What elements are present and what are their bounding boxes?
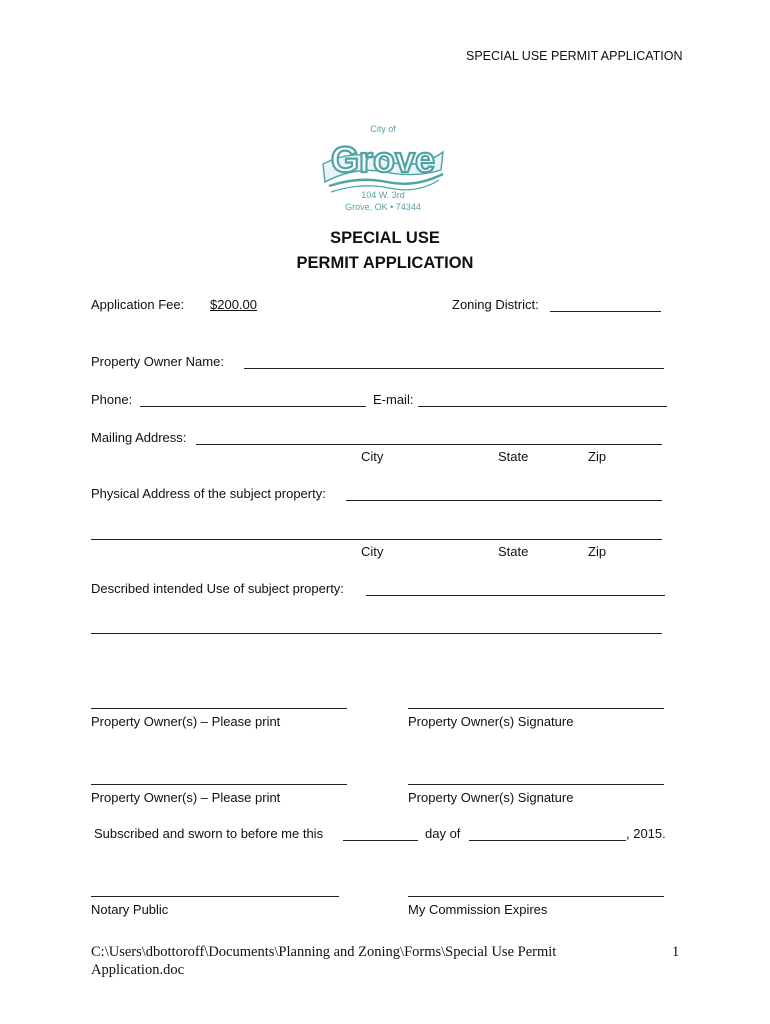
notary-label: Notary Public	[91, 902, 169, 917]
footer-file-path-2: Application.doc	[91, 962, 185, 978]
commission-expires-field[interactable]	[408, 896, 664, 897]
zoning-district-label: Zoning District:	[452, 297, 539, 312]
mailing-zip-label: Zip	[588, 449, 607, 464]
application-fee-value: $200.00	[210, 297, 257, 312]
property-owner-name-label: Property Owner Name:	[91, 354, 224, 369]
owner-signature-field-1[interactable]	[408, 708, 664, 709]
mailing-state-label: State	[498, 449, 529, 464]
logo-city-of: City of	[370, 124, 396, 134]
application-fee-label: Application Fee:	[91, 297, 185, 312]
sworn-year: , 2015.	[626, 826, 666, 841]
sworn-prefix: Subscribed and sworn to before me this	[94, 826, 324, 841]
phone-label: Phone:	[91, 392, 133, 407]
physical-address-label: Physical Address of the subject property:	[91, 486, 326, 501]
owner-print-field-1[interactable]	[91, 708, 347, 709]
mailing-city-label: City	[361, 449, 384, 464]
intended-use-label: Described intended Use of subject property:	[91, 581, 344, 596]
logo-name: Grove	[330, 139, 436, 180]
email-field[interactable]	[418, 406, 667, 407]
sworn-month-field[interactable]	[469, 840, 626, 841]
physical-address-field[interactable]	[346, 500, 662, 501]
footer-file-path-1: C:\Users\dbottoroff\Documents\Planning and Zoning\Forms\Special Use Permit	[91, 944, 557, 960]
physical-zip-label: Zip	[588, 544, 607, 559]
mailing-address-field[interactable]	[196, 444, 662, 445]
city-logo	[315, 112, 455, 218]
owner-signature-label-2: Property Owner(s) Signature	[408, 790, 574, 805]
grove-logo-icon	[315, 112, 455, 218]
owner-signature-field-2[interactable]	[408, 784, 664, 785]
mailing-address-label: Mailing Address:	[91, 430, 187, 445]
phone-field[interactable]	[140, 406, 366, 407]
form-title-line2: PERMIT APPLICATION	[296, 254, 474, 272]
intended-use-field[interactable]	[366, 595, 665, 596]
zoning-district-field[interactable]	[550, 311, 661, 312]
property-owner-name-field[interactable]	[244, 368, 664, 369]
intended-use-field-2[interactable]	[91, 633, 662, 634]
sworn-day-of: day of	[425, 826, 461, 841]
physical-state-label: State	[498, 544, 529, 559]
owner-signature-label-1: Property Owner(s) Signature	[408, 714, 574, 729]
form-title-line1: SPECIAL USE	[330, 229, 440, 247]
logo-address-1: 104 W. 3rd	[361, 190, 405, 200]
page-number: 1	[672, 944, 680, 960]
logo-address-2: Grove, OK • 74344	[345, 202, 421, 212]
physical-address-field-2[interactable]	[91, 539, 662, 540]
owner-print-field-2[interactable]	[91, 784, 347, 785]
owner-print-label-1: Property Owner(s) – Please print	[91, 714, 281, 729]
physical-city-label: City	[361, 544, 384, 559]
running-header: SPECIAL USE PERMIT APPLICATION	[466, 49, 683, 63]
owner-print-label-2: Property Owner(s) – Please print	[91, 790, 281, 805]
notary-field[interactable]	[91, 896, 339, 897]
email-label: E-mail:	[373, 392, 414, 407]
sworn-day-field[interactable]	[343, 840, 418, 841]
commission-expires-label: My Commission Expires	[408, 902, 548, 917]
